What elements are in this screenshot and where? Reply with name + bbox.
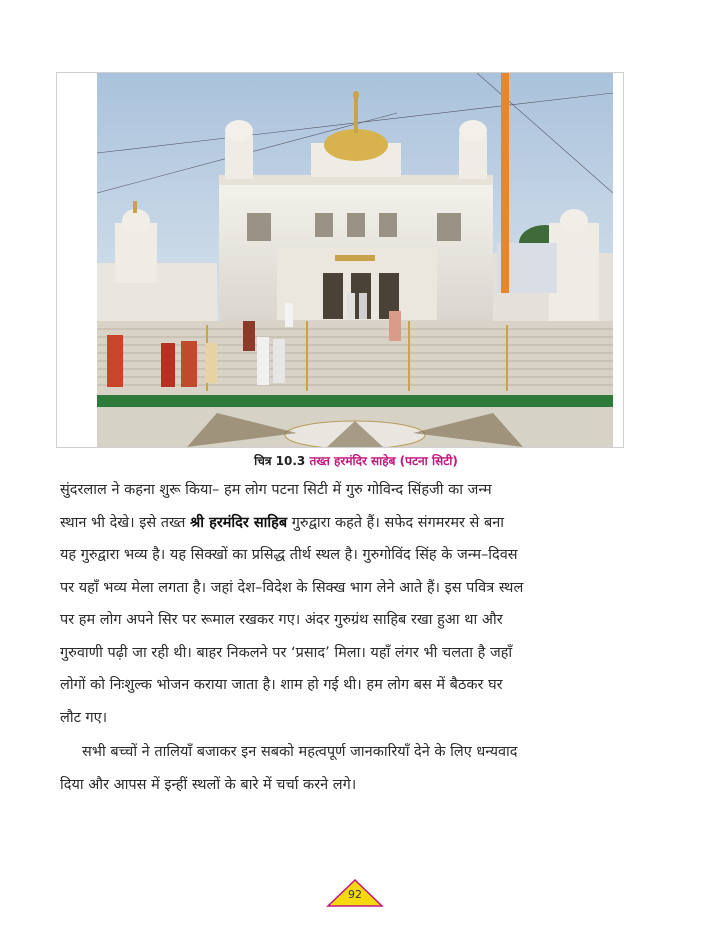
text-line: लौट गए। (60, 709, 108, 726)
text-span: स्थान भी देखे। इसे तख्त (60, 514, 191, 531)
text-line: पर यहाँ भव्य मेला लगता है। जहां देश–विदेश के सिक्ख भाग लेने आते हैं। इस पवित्र स्थल (60, 579, 524, 596)
text-line: लोगों को निःशुल्क भोजन कराया जाता है। शाम हो गई थी। हम लोग बस में बैठकर घर (60, 677, 503, 693)
highlighted-name: श्री हरमंदिर साहिब (190, 514, 288, 531)
text-line: सुंदरलाल ने कहना शुरू किया– हम लोग पटना सिटी में गुरु गोविन्द सिंहजी का जन्म (60, 482, 492, 498)
figure-title: तख्त हरमंदिर साहेब (पटना सिटी) (309, 454, 458, 468)
figure-frame (56, 72, 624, 448)
gurudwara-photo (97, 73, 613, 447)
text-line: यह गुरुद्वारा भव्य है। यह सिक्खों का प्रसिद्ध तीर्थ स्थल है। गुरुगोविंद सिंह के जन्म–दिवस (60, 547, 518, 563)
text-line: पर हम लोग अपने सिर पर रूमाल रखकर गए। अंदर गुरुग्रंथ साहिब रखा हुआ था और (60, 612, 503, 628)
paragraph-1 (60, 474, 656, 734)
figure-caption (0, 452, 712, 469)
text-span: गुरुद्वारा कहते हैं। सफेद संगमरमर से बना (287, 514, 505, 531)
paragraph-2 (60, 736, 656, 801)
page-number: 92 (348, 888, 362, 901)
text-line: गुरुवाणी पढ़ी जा रही थी। बाहर निकलने पर ‘प्रसाद’ मिला। यहाँ लंगर भी चलता है जहाँ (60, 644, 513, 661)
text-line (60, 507, 656, 540)
text-line: सभी बच्चों ने तालियाँ बजाकर इन सबको महत्वपूर्ण जानकारियाँ देने के लिए धन्यवाद (82, 744, 518, 760)
figure-label: चित्र 10.3 (254, 454, 306, 468)
text-line: दिया और आपस में इन्हीं स्थलों के बारे में चर्चा करने लगे। (60, 776, 357, 793)
